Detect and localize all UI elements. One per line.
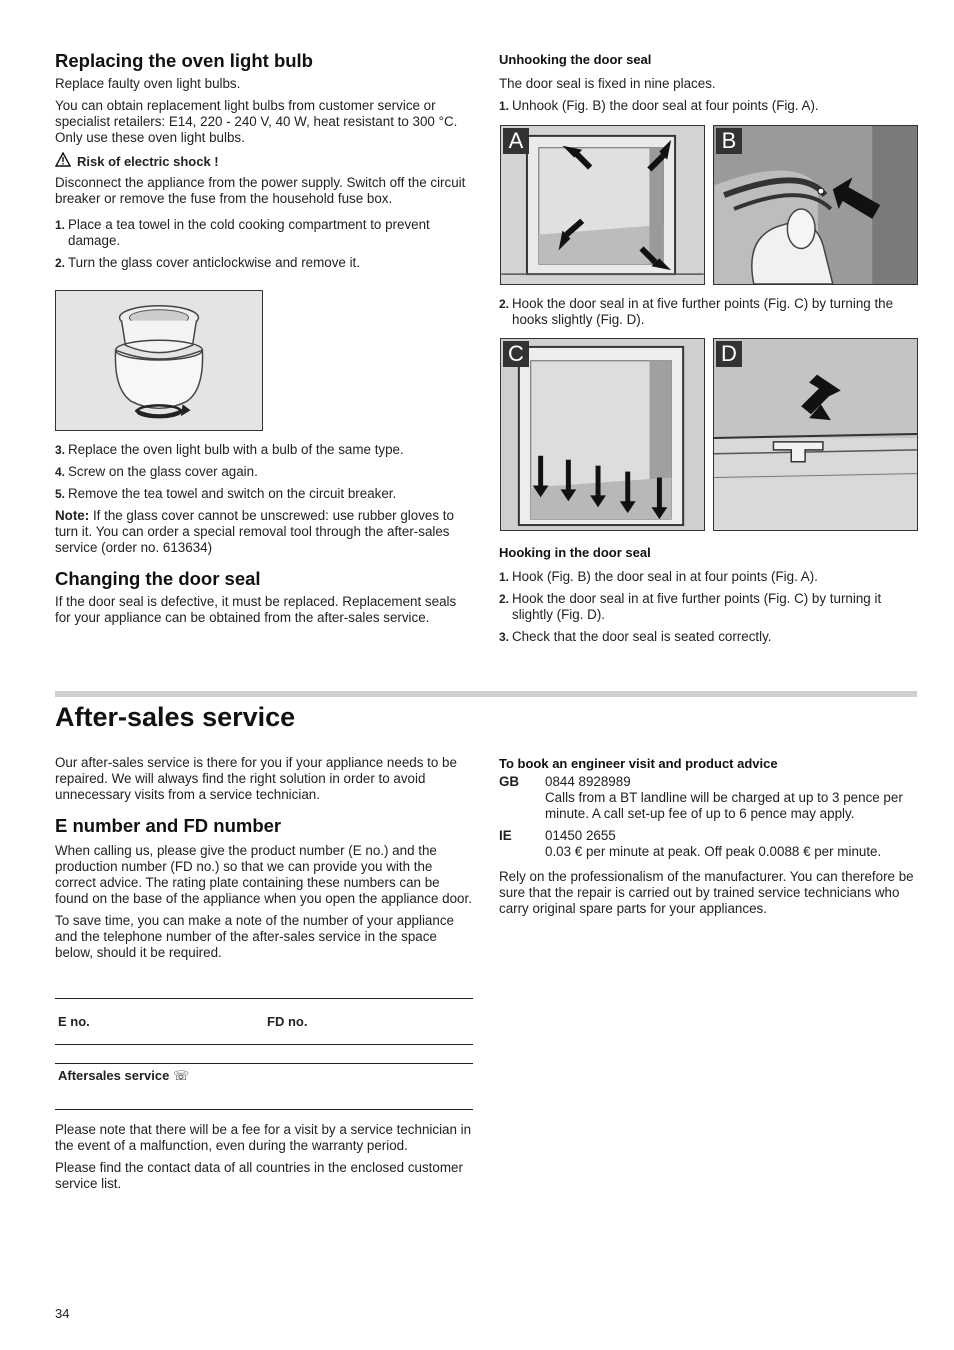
bulb-steps-list-a <box>55 217 473 271</box>
form-line-mid2 <box>55 1063 473 1064</box>
text-replace-faulty: Replace faulty oven light bulbs. <box>55 76 241 91</box>
step-text: Hook the door seal in at five further points (Fig. C) by turning the hooks slightly (Fig. D). <box>512 296 894 327</box>
figure-b <box>713 125 918 285</box>
heading-changing-door-seal: Changing the door seal <box>55 568 261 589</box>
unhook-step-1-list <box>499 98 917 114</box>
figure-letter-a: A <box>503 128 529 154</box>
warning-heading <box>55 152 473 171</box>
figure-letter-d: D <box>716 341 742 367</box>
glass-cover-illustration <box>56 291 262 430</box>
page-number: 34 <box>55 1306 70 1321</box>
step-text: Screw on the glass cover again. <box>68 464 258 479</box>
ie-number: 01450 2655 <box>545 828 616 843</box>
list-item <box>499 591 917 623</box>
step-number: 4. <box>55 465 66 479</box>
step-number: 2. <box>55 256 66 270</box>
ie-text: 0.03 € per minute at peak. Off peak 0.0088 € per minute. <box>545 844 882 859</box>
list-item <box>499 98 917 114</box>
form-line-bottom <box>55 1109 473 1110</box>
figure-letter-b: B <box>716 128 742 154</box>
step-text: Hook (Fig. B) the door seal in at four points (Fig. A). <box>512 569 818 584</box>
step-text: Unhook (Fig. B) the door seal at four points (Fig. A). <box>512 98 819 113</box>
figure-a-illustration <box>501 126 704 284</box>
figure-c <box>500 338 705 531</box>
figure-b-illustration <box>714 126 917 284</box>
figure-glass-cover <box>55 290 263 431</box>
hook-steps-list <box>499 569 917 645</box>
heading-hooking: Hooking in the door seal <box>499 545 651 560</box>
after-sales-left-bottom <box>55 1122 473 1198</box>
page-title: After-sales service <box>55 702 296 732</box>
aftersales-service-label: Aftersales service <box>58 1068 170 1083</box>
list-item <box>499 569 917 585</box>
bulb-steps-list-b <box>55 442 473 502</box>
note-text: If the glass cover cannot be unscrewed: use rubber gloves to turn it. You can order a special removal tool through the after-sales service (order no. 613634) <box>55 508 454 555</box>
step-text: Place a tea towel in the cold cooking compartment to prevent damage. <box>68 217 430 248</box>
note-label: Note: <box>55 508 90 523</box>
after-sales-right <box>499 756 917 923</box>
country-code-gb: GB <box>499 774 520 789</box>
list-item <box>55 442 473 458</box>
step-number: 2. <box>499 592 510 606</box>
country-code-ie: IE <box>499 828 512 843</box>
list-item <box>55 255 473 271</box>
form-line-top <box>55 998 473 999</box>
text-rely: Rely on the professionalism of the manufacturer. You can therefore be sure that the repair is carried out by trained service technicians who carry original spare parts for your appliances. <box>499 869 914 916</box>
gb-text: Calls from a BT landline will be charged at up to 3 pence per minute. A call set-up fee of up to 6 pence may apply. <box>545 790 903 821</box>
heading-book-engineer: To book an engineer visit and product advice <box>499 756 778 771</box>
figure-a <box>500 125 705 285</box>
section-divider <box>55 691 917 697</box>
step-number: 3. <box>55 443 66 457</box>
text-door-seal-defective: If the door seal is defective, it must be replaced. Replacement seals for your appliance can be obtained from the after-sales service. <box>55 594 457 625</box>
gb-number: 0844 8928989 <box>545 774 631 789</box>
step-text: Check that the door seal is seated correctly. <box>512 629 772 644</box>
gb-details <box>545 774 915 822</box>
list-item <box>55 464 473 480</box>
label-aftersales-service <box>58 1068 189 1084</box>
text-e-number-1: When calling us, please give the product number (E no.) and the production number (FD no.) so that we can provide you with the correct advice. The rating plate containing these numbers can be found on the base of the appliance when you open the appliance door. <box>55 843 472 906</box>
left-column-top <box>55 50 473 277</box>
after-sales-left <box>55 755 473 967</box>
step-number: 1. <box>499 570 510 584</box>
figure-d <box>713 338 918 531</box>
heading-unhooking: Unhooking the door seal <box>499 52 652 67</box>
phone-icon: ☏ <box>172 1068 190 1083</box>
step-text: Replace the oven light bulb with a bulb of the same type. <box>68 442 404 457</box>
form-line-mid1 <box>55 1044 473 1045</box>
step-number: 2. <box>499 297 510 311</box>
step-text: Turn the glass cover anticlockwise and remove it. <box>68 255 360 270</box>
text-fixed-nine: The door seal is fixed in nine places. <box>499 76 716 91</box>
note-paragraph <box>55 508 473 556</box>
left-column-mid <box>55 442 473 632</box>
list-item <box>499 296 917 328</box>
figure-letter-c: C <box>503 341 529 367</box>
list-item <box>55 217 473 249</box>
label-fd-no: FD no. <box>267 1014 308 1029</box>
list-item <box>499 629 917 645</box>
warning-title: Risk of electric shock ! <box>77 153 219 169</box>
figure-d-illustration <box>714 339 917 530</box>
right-column-step2 <box>499 296 917 334</box>
text-intro: Our after-sales service is there for you if your appliance needs to be repaired. We will always find the right solution in order to avoid unnecessary visits from a service technician. <box>55 755 457 802</box>
heading-replacing-bulb: Replacing the oven light bulb <box>55 50 313 71</box>
label-e-no: E no. <box>58 1014 90 1029</box>
warning-triangle-icon <box>55 152 71 171</box>
contact-ie <box>499 828 917 860</box>
right-column-hooking <box>499 545 917 651</box>
step-number: 1. <box>55 218 66 232</box>
step-number: 1. <box>499 99 510 113</box>
step-text: Remove the tea towel and switch on the circuit breaker. <box>68 486 397 501</box>
list-item <box>55 486 473 502</box>
contact-gb <box>499 774 917 822</box>
warning-text: Disconnect the appliance from the power supply. Switch off the circuit breaker or remove the fuse from the household fuse box. <box>55 175 466 206</box>
text-fee: Please note that there will be a fee for a visit by a service technician in the event of a malfunction, even during the warranty period. <box>55 1122 472 1153</box>
step-text: Hook the door seal in at five further points (Fig. C) by turning it slightly (Fig. D). <box>512 591 882 622</box>
text-contact: Please find the contact data of all countries in the enclosed customer service list. <box>55 1160 463 1191</box>
unhook-step-2-list <box>499 296 917 328</box>
heading-e-number: E number and FD number <box>55 815 282 836</box>
step-number: 5. <box>55 487 66 501</box>
right-column-top <box>499 52 917 120</box>
text-obtain-bulbs: You can obtain replacement light bulbs from customer service or specialist retailers: E14, 220 - 240 V, 40 W, heat resistant to 300 °C. Only use these oven light bulbs. <box>55 98 458 145</box>
step-number: 3. <box>499 630 510 644</box>
text-e-number-2: To save time, you can make a note of the number of your appliance and the telephone number of the after-sales service in the space below, should it be required. <box>55 913 454 960</box>
figure-c-illustration <box>501 339 704 530</box>
ie-details <box>545 828 885 860</box>
